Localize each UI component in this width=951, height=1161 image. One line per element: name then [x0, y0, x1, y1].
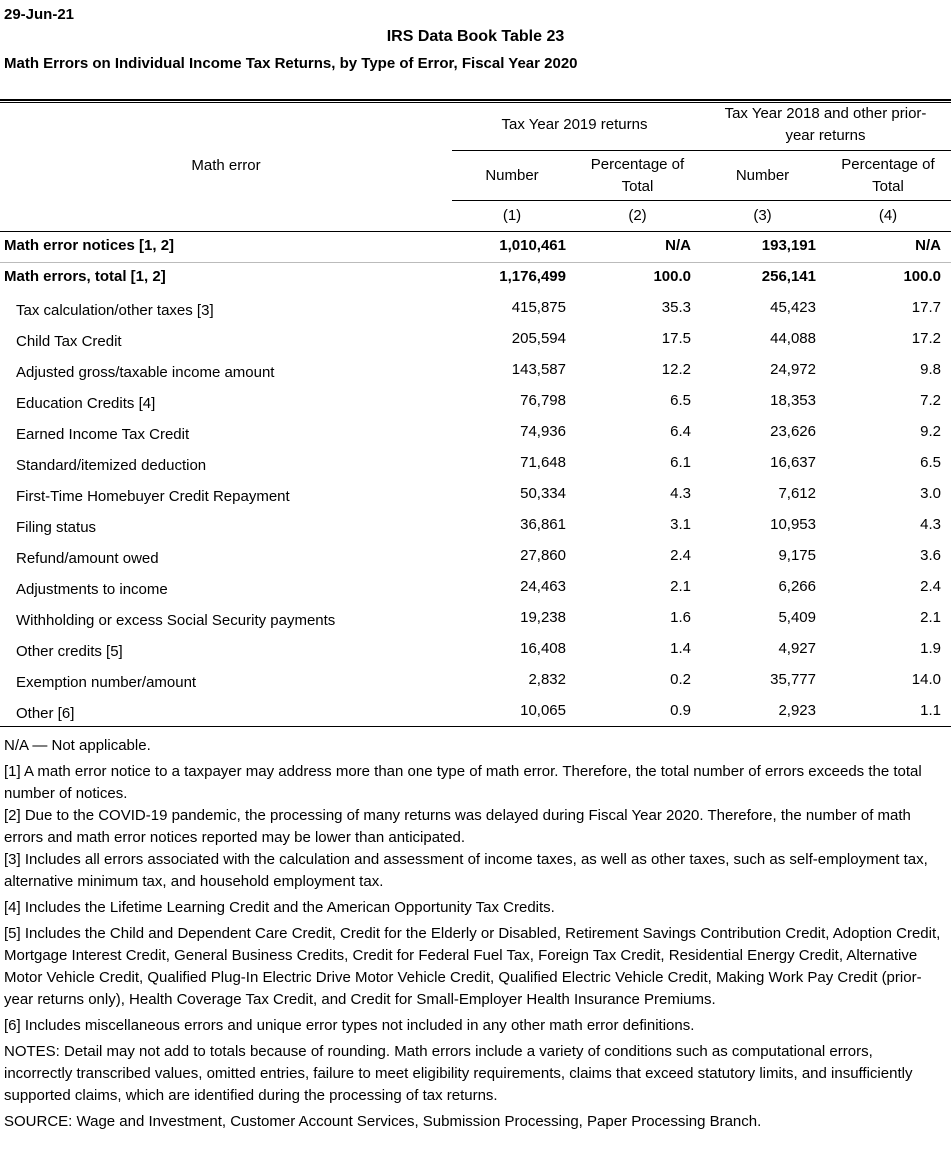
table-row: [0, 542, 951, 573]
cell-ty2019-percent: 1.6: [670, 609, 691, 626]
col-header-3: Number: [735, 167, 790, 184]
table-row: [0, 325, 951, 356]
cell-prior-number: 10,953: [770, 516, 816, 533]
cell-prior-number: 23,626: [770, 423, 816, 440]
cell-ty2019-percent: 6.5: [670, 392, 691, 409]
cell-prior-percent: 100.0: [903, 268, 941, 285]
cell-prior-percent: 14.0: [911, 671, 941, 688]
group-header-line1: Tax Year 2018 and other prior-: [724, 105, 927, 122]
row-label: Adjusted gross/taxable income amount: [16, 364, 275, 381]
cell-ty2019-number: 24,463: [520, 578, 566, 595]
cell-prior-percent: 9.2: [920, 423, 941, 440]
group-underline: [452, 150, 951, 151]
cell-ty2019-number: 1,176,499: [499, 268, 566, 285]
cell-ty2019-number: 415,875: [511, 299, 566, 316]
cell-ty2019-number: 1,010,461: [499, 237, 566, 254]
cell-prior-percent: 1.1: [920, 702, 941, 719]
table-row: [0, 573, 951, 604]
table-subtitle: Math Errors on Individual Income Tax Returns, by Type of Error, Fiscal Year 2020: [4, 55, 578, 72]
cell-prior-number: 4,927: [778, 640, 816, 657]
cell-ty2019-percent: 6.4: [670, 423, 691, 440]
table-row: [0, 387, 951, 418]
cell-prior-number: 44,088: [770, 330, 816, 347]
table-row: [0, 356, 951, 387]
cell-prior-percent: 7.2: [920, 392, 941, 409]
cell-prior-percent: N/A: [915, 237, 941, 254]
cell-prior-percent: 6.5: [920, 454, 941, 471]
footnote-6: [6] Includes miscellaneous errors and unique error types not included in any other math error definitions.: [4, 1017, 695, 1034]
cell-ty2019-percent: N/A: [665, 237, 691, 254]
cell-prior-number: 24,972: [770, 361, 816, 378]
cell-prior-percent: 1.9: [920, 640, 941, 657]
row-label: Education Credits [4]: [16, 395, 156, 412]
cell-ty2019-number: 10,065: [520, 702, 566, 719]
cell-ty2019-percent: 0.9: [670, 702, 691, 719]
col-number-3: (3): [753, 207, 772, 224]
cell-prior-number: 2,923: [778, 702, 816, 719]
table-row: [0, 635, 951, 666]
table-row-notices: [0, 232, 951, 263]
notes: NOTES: Detail may not add to totals because of rounding. Math errors include a variety of conditions such as computational errors, incorrectly transcribed values, omitted entries, failure to meet eligibility requirements, claims that exceed statutory limits, and insufficiently supported claims, which are identified during the processing of tax returns.: [4, 1043, 913, 1104]
row-label: Child Tax Credit: [16, 333, 122, 350]
cell-prior-percent: 3.0: [920, 485, 941, 502]
cell-ty2019-number: 16,408: [520, 640, 566, 657]
release-date: 29-Jun-21: [4, 6, 75, 23]
cell-ty2019-percent: 6.1: [670, 454, 691, 471]
row-label: Adjustments to income: [16, 581, 168, 598]
cell-prior-number: 6,266: [778, 578, 816, 595]
cell-ty2019-number: 2,832: [528, 671, 566, 688]
table-row: [0, 480, 951, 511]
cell-prior-number: 18,353: [770, 392, 816, 409]
cell-prior-number: 9,175: [778, 547, 816, 564]
col-number-1: (1): [502, 207, 522, 224]
column-underline: [452, 200, 951, 201]
table-row: [0, 511, 951, 542]
row-label: Earned Income Tax Credit: [16, 426, 190, 443]
row-label: Refund/amount owed: [16, 550, 159, 567]
cell-ty2019-number: 19,238: [520, 609, 566, 626]
cell-ty2019-percent: 4.3: [670, 485, 691, 502]
cell-ty2019-percent: 0.2: [670, 671, 691, 688]
footnote-2: [2] Due to the COVID-19 pandemic, the processing of many returns was delayed during Fiscal Year 2020. Therefore, the number of math errors and math error notices reported may be lower than anticipated.: [4, 807, 911, 846]
cell-prior-percent: 3.6: [920, 547, 941, 564]
col-header-2-line1: Percentage of: [590, 156, 685, 173]
col-header-4-line1: Percentage of: [841, 156, 935, 173]
col-number-2: (2): [628, 207, 647, 224]
cell-ty2019-number: 205,594: [511, 330, 566, 347]
row-label: Math error notices [1, 2]: [4, 237, 175, 254]
cell-prior-number: 45,423: [770, 299, 816, 316]
cell-ty2019-number: 74,936: [520, 423, 566, 440]
footnote-na: N/A — Not applicable.: [4, 737, 151, 754]
row-label: Math errors, total [1, 2]: [4, 268, 166, 285]
cell-prior-number: 193,191: [761, 237, 816, 254]
cell-prior-percent: 17.7: [911, 299, 941, 316]
cell-ty2019-percent: 100.0: [653, 268, 691, 285]
group-header-ty2018-prior: [700, 103, 951, 147]
row-label: Tax calculation/other taxes [3]: [16, 302, 214, 319]
footnote-5: [5] Includes the Child and Dependent Care Credit, Credit for the Elderly or Disabled, Retirement Savings Contribution Credit, Adoption Credit, Mortgage Interest Credit, General Business Credits, Credit for Federal Fuel Tax, Foreign Tax Credit, Residential Energy Credit, Alternative Motor Vehicle Credit, Qualified Plug-In Electric Drive Motor Vehicle Credit, Qualified Electric Vehicle Credit, Making Work Pay Credit (prior-year returns only), Health Coverage Tax Credit, and Credit for Small-Employer Health Insurance Premiums.: [4, 925, 941, 1008]
cell-prior-percent: 4.3: [920, 516, 941, 533]
footnote-3: [3] Includes all errors associated with the calculation and assessment of income taxes, as well as other taxes, such as self-employment tax, alternative minimum tax, and household employment tax.: [4, 851, 928, 890]
row-header-math-error: Math error: [191, 157, 261, 174]
row-label: Withholding or excess Social Security payments: [16, 612, 336, 629]
table-row: [0, 294, 951, 325]
table-row: [0, 449, 951, 480]
table-bottom-rule: [0, 726, 951, 727]
cell-prior-number: 7,612: [778, 485, 816, 502]
table-row: [0, 604, 951, 635]
group-header-ty2019: Tax Year 2019 returns: [501, 116, 648, 133]
source: SOURCE: Wage and Investment, Customer Account Services, Submission Processing, Paper Processing Branch.: [4, 1113, 762, 1130]
table-row: [0, 666, 951, 697]
cell-ty2019-percent: 17.5: [661, 330, 691, 347]
group-header-line2: year returns: [785, 127, 866, 144]
cell-ty2019-number: 50,334: [520, 485, 566, 502]
row-label: First-Time Homebuyer Credit Repayment: [16, 488, 290, 505]
cell-prior-number: 16,637: [770, 454, 816, 471]
table-row: [0, 697, 951, 728]
col-header-1: Number: [485, 167, 539, 184]
col-header-2: [575, 154, 700, 198]
cell-ty2019-percent: 2.1: [670, 578, 691, 595]
cell-ty2019-number: 36,861: [520, 516, 566, 533]
cell-ty2019-percent: 12.2: [661, 361, 691, 378]
table-row-total: [0, 263, 951, 294]
footnote-1: [1] A math error notice to a taxpayer may address more than one type of math error. Therefore, the total number of errors exceeds the total number of notices.: [4, 763, 922, 802]
cell-prior-percent: 2.1: [920, 609, 941, 626]
table-row: [0, 418, 951, 449]
row-label: Filing status: [16, 519, 97, 536]
cell-prior-percent: 2.4: [920, 578, 941, 595]
footnote-4: [4] Includes the Lifetime Learning Credit and the American Opportunity Tax Credits.: [4, 899, 555, 916]
cell-prior-number: 5,409: [778, 609, 816, 626]
cell-ty2019-percent: 35.3: [661, 299, 691, 316]
col-header-4: [825, 154, 951, 198]
col-header-2-line2: Total: [621, 178, 654, 195]
row-label: Exemption number/amount: [16, 674, 197, 691]
row-label: Other [6]: [16, 705, 75, 722]
cell-ty2019-number: 71,648: [520, 454, 566, 471]
cell-prior-percent: 17.2: [911, 330, 941, 347]
col-number-4: (4): [878, 207, 898, 224]
cell-ty2019-percent: 3.1: [670, 516, 691, 533]
cell-ty2019-percent: 1.4: [670, 640, 691, 657]
col-header-4-line2: Total: [872, 178, 904, 195]
row-label: Standard/itemized deduction: [16, 457, 207, 474]
cell-ty2019-number: 27,860: [520, 547, 566, 564]
cell-prior-percent: 9.8: [920, 361, 941, 378]
cell-prior-number: 35,777: [770, 671, 816, 688]
cell-ty2019-percent: 2.4: [670, 547, 691, 564]
cell-ty2019-number: 143,587: [511, 361, 566, 378]
footnotes: [4, 735, 944, 1137]
row-label: Other credits [5]: [16, 643, 123, 660]
table-title: IRS Data Book Table 23: [386, 28, 565, 45]
cell-prior-number: 256,141: [761, 268, 816, 285]
cell-ty2019-number: 76,798: [520, 392, 566, 409]
